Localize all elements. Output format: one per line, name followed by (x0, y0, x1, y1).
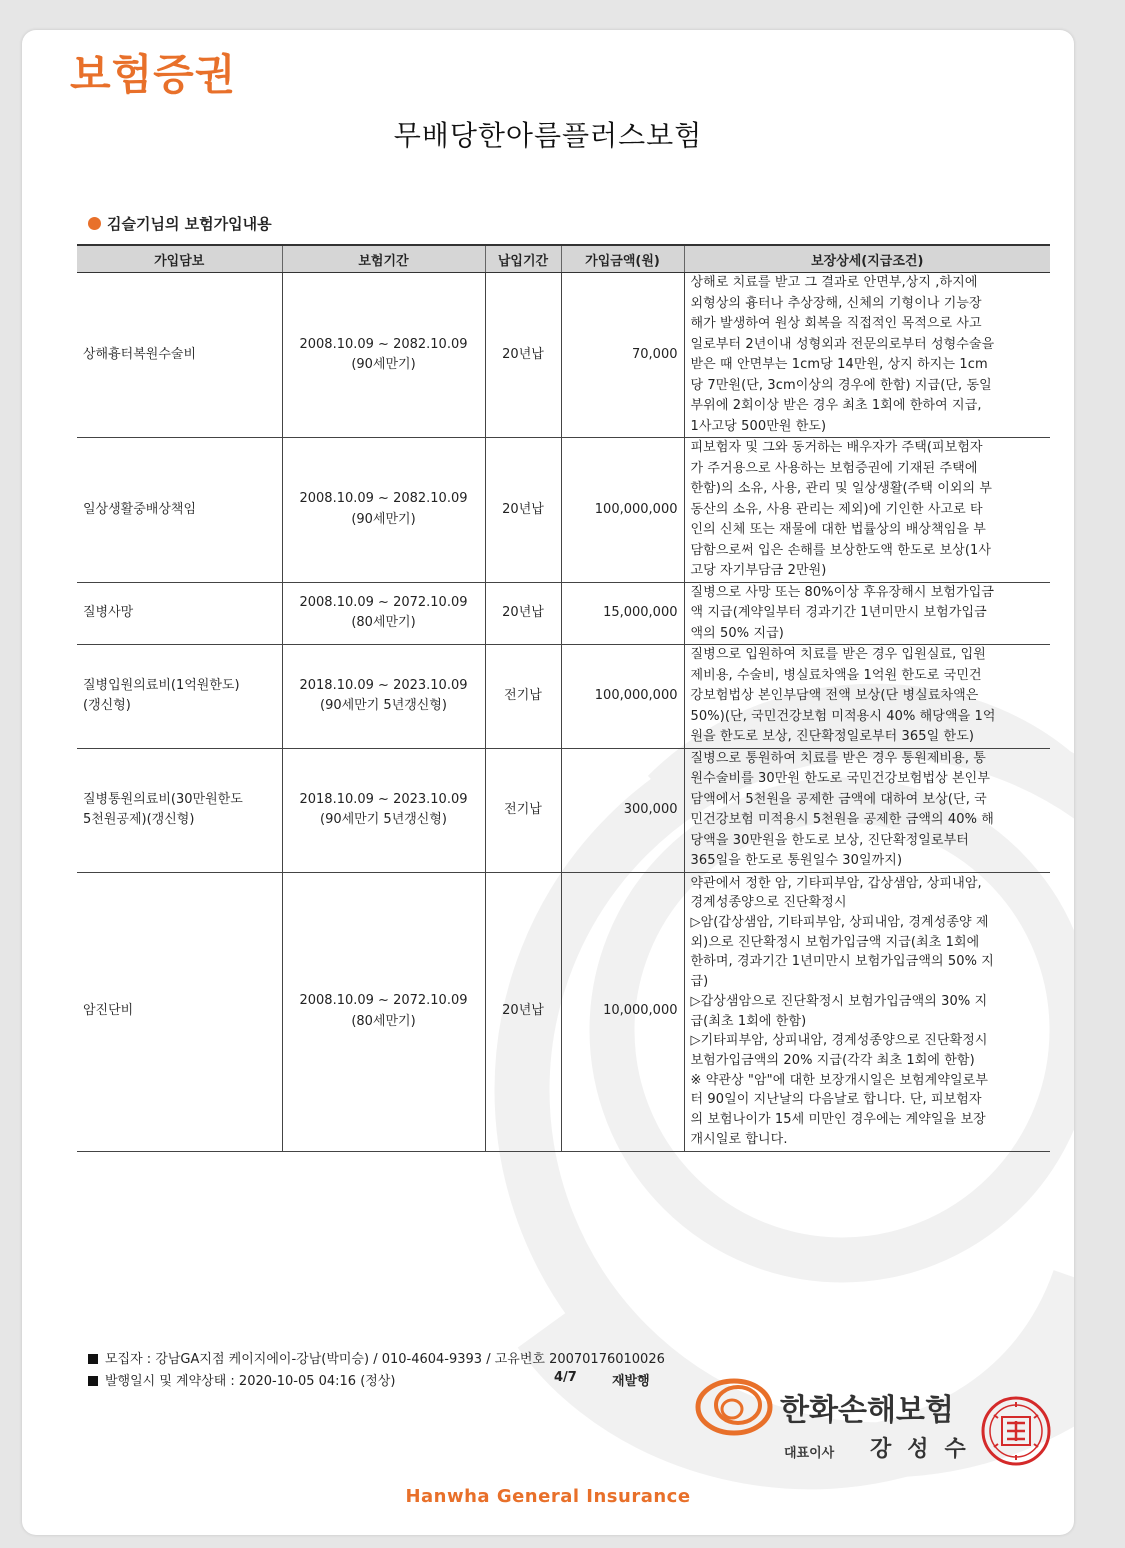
coverage-detail: 약관에서 정한 암, 기타피부암, 갑상샘암, 상피내암, 경계성종양으로 진단확정시 ▷암(갑상샘암, 기타피부암, 상피내암, 경계성종양 제 외)으로 진단확정시 보험가입금액 지급(최초 1회에 한하며, 경과기간 1년미만시 보험가입금액의 50% 지 급) ▷갑상샘암으로 진단확정시 보험가입금액의 30% 지 급(최초 1회에 한함) ▷기타피부암, 상피내암, 경계성종양으로 진단확정시 보험가입금액의 20% 지급(각각 최초 1회에 한함) ※ 약관상 "암"에 대한 보장개시일은 보험계약일로부 터 90일이 지난날의 다음날로 합니다. 단, 피보험자 의 보험나이가 15세 미만인 경우에는 계약일을 보장 개시일로 합니다. (684, 872, 1050, 1151)
payment-period: 20년납 (485, 273, 561, 438)
square-bullet-icon (88, 1354, 98, 1364)
coverage-name: 상해흉터복원수술비 (77, 273, 282, 438)
coverage-amount: 70,000 (561, 273, 684, 438)
column-header: 보험기간 (282, 245, 485, 273)
coverage-period: 2018.10.09 ~ 2023.10.09 (90세만기 5년갱신형) (282, 748, 485, 872)
payment-period: 20년납 (485, 872, 561, 1151)
coverage-period: 2008.10.09 ~ 2072.10.09 (80세만기) (282, 582, 485, 645)
coverage-amount: 100,000,000 (561, 438, 684, 583)
payment-period: 전기납 (485, 748, 561, 872)
section-heading (88, 213, 272, 234)
square-bullet-icon (88, 1376, 98, 1386)
coverage-name: 질병입원의료비(1억원한도) (갱신형) (77, 645, 282, 749)
certificate-page (22, 30, 1074, 1535)
company-seal-icon (980, 1395, 1052, 1467)
section-title: 김슬기님의 보험가입내용 (107, 215, 272, 233)
table-row (77, 872, 1050, 1151)
coverage-period: 2008.10.09 ~ 2082.10.09 (90세만기) (282, 438, 485, 583)
column-header: 납입기간 (485, 245, 561, 273)
column-header: 보장상세(지급조건) (684, 245, 1050, 273)
hanwha-logo-icon (694, 1375, 774, 1437)
coverage-detail: 질병으로 입원하여 치료를 받은 경우 입원실료, 입원 제비용, 수술비, 병실료차액을 1억원 한도로 국민건 강보험법상 본인부담액 전액 보상(단 병실료차액은 50%)(단, 국민건강보험 미적용시 40% 해당액을 1억 원을 한도로 보상, 진단확정일로부터 365일 한도) (684, 645, 1050, 749)
table-row (77, 645, 1050, 749)
company-english-name: Hanwha General Insurance (405, 1486, 691, 1507)
company-name: 한화손해보험 (780, 1393, 954, 1428)
coverage-amount: 300,000 (561, 748, 684, 872)
column-header: 가입담보 (77, 245, 282, 273)
ceo-label: 대표이사 (784, 1446, 835, 1461)
column-header: 가입금액(원) (561, 245, 684, 273)
coverage-detail: 질병으로 통원하여 치료를 받은 경우 통원제비용, 통 원수술비를 30만원 한도로 국민건강보험법상 본인부 담액에서 5천원을 공제한 금액에 대하여 보상(단, 국 민건강보험 미적용시 5천원을 공제한 금액의 40% 해 당액을 30만원을 한도로 보상, 진단확정일로부터 365일을 한도로 통원일수 30일까지) (684, 748, 1050, 872)
brand-title: 보험증권 (70, 50, 237, 99)
ceo-name: 강성수 (870, 1437, 982, 1462)
coverage-amount: 100,000,000 (561, 645, 684, 749)
coverage-name: 질병사망 (77, 582, 282, 645)
reissue-label: 재발행 (612, 1374, 650, 1389)
coverage-detail: 피보험자 및 그와 동거하는 배우자가 주택(피보험자 가 주거용으로 사용하는 보험증권에 기재된 주택에 한함)의 소유, 사용, 관리 및 일상생활(주택 이외의 부 동산의 소유, 사용 관리는 제외)에 기인한 사고로 타 인의 신체 또는 재물에 대한 법률상의 배상책임을 부 담함으로써 입은 손해를 보상한도액 한도로 보상(1사 고당 자기부담금 2만원) (684, 438, 1050, 583)
page-number: 4/7 (554, 1370, 577, 1385)
agent-info: 모집자 : 강남GA지점 케이지에이-강남(박미승) / 010-4604-9393 / 고유번호 20070176010026 (88, 1348, 665, 1367)
table-header-row (77, 245, 1050, 273)
table-row (77, 748, 1050, 872)
table-row (77, 273, 1050, 438)
coverage-detail: 상해로 치료를 받고 그 결과로 안면부,상지 ,하지에 외형상의 흉터나 추상장해, 신체의 기형이나 기능장 해가 발생하여 원상 회복을 직접적인 목적으로 사고 일로부터 2년이내 성형외과 전문의로부터 성형수술을 받은 때 안면부는 1cm당 14만원, 상지 하지는 1cm 당 7만원(단, 3cm이상의 경우에 한함) 지급(단, 동일 부위에 2회이상 받은 경우 최초 1회에 한하여 지급, 1사고당 500만원 한도) (684, 273, 1050, 438)
payment-period: 전기납 (485, 645, 561, 749)
coverage-period: 2018.10.09 ~ 2023.10.09 (90세만기 5년갱신형) (282, 645, 485, 749)
coverage-name: 질병통원의료비(30만원한도 5천원공제)(갱신형) (77, 748, 282, 872)
coverage-name: 암진단비 (77, 872, 282, 1151)
payment-period: 20년납 (485, 438, 561, 583)
coverage-detail: 질병으로 사망 또는 80%이상 후유장해시 보험가입금 액 지급(계약일부터 경과기간 1년미만시 보험가입금 액의 50% 지급) (684, 582, 1050, 645)
coverage-amount: 10,000,000 (561, 872, 684, 1151)
payment-period: 20년납 (485, 582, 561, 645)
table-row (77, 582, 1050, 645)
coverage-amount: 15,000,000 (561, 582, 684, 645)
issue-info: 발행일시 및 계약상태 : 2020-10-05 04:16 (정상) (88, 1370, 395, 1389)
coverage-period: 2008.10.09 ~ 2072.10.09 (80세만기) (282, 872, 485, 1151)
table-row (77, 438, 1050, 583)
coverage-period: 2008.10.09 ~ 2082.10.09 (90세만기) (282, 273, 485, 438)
bullet-dot-icon (88, 217, 101, 230)
product-title: 무배당한아름플러스보험 (393, 119, 703, 152)
coverage-name: 일상생활중배상책임 (77, 438, 282, 583)
coverage-table (77, 244, 1050, 1152)
